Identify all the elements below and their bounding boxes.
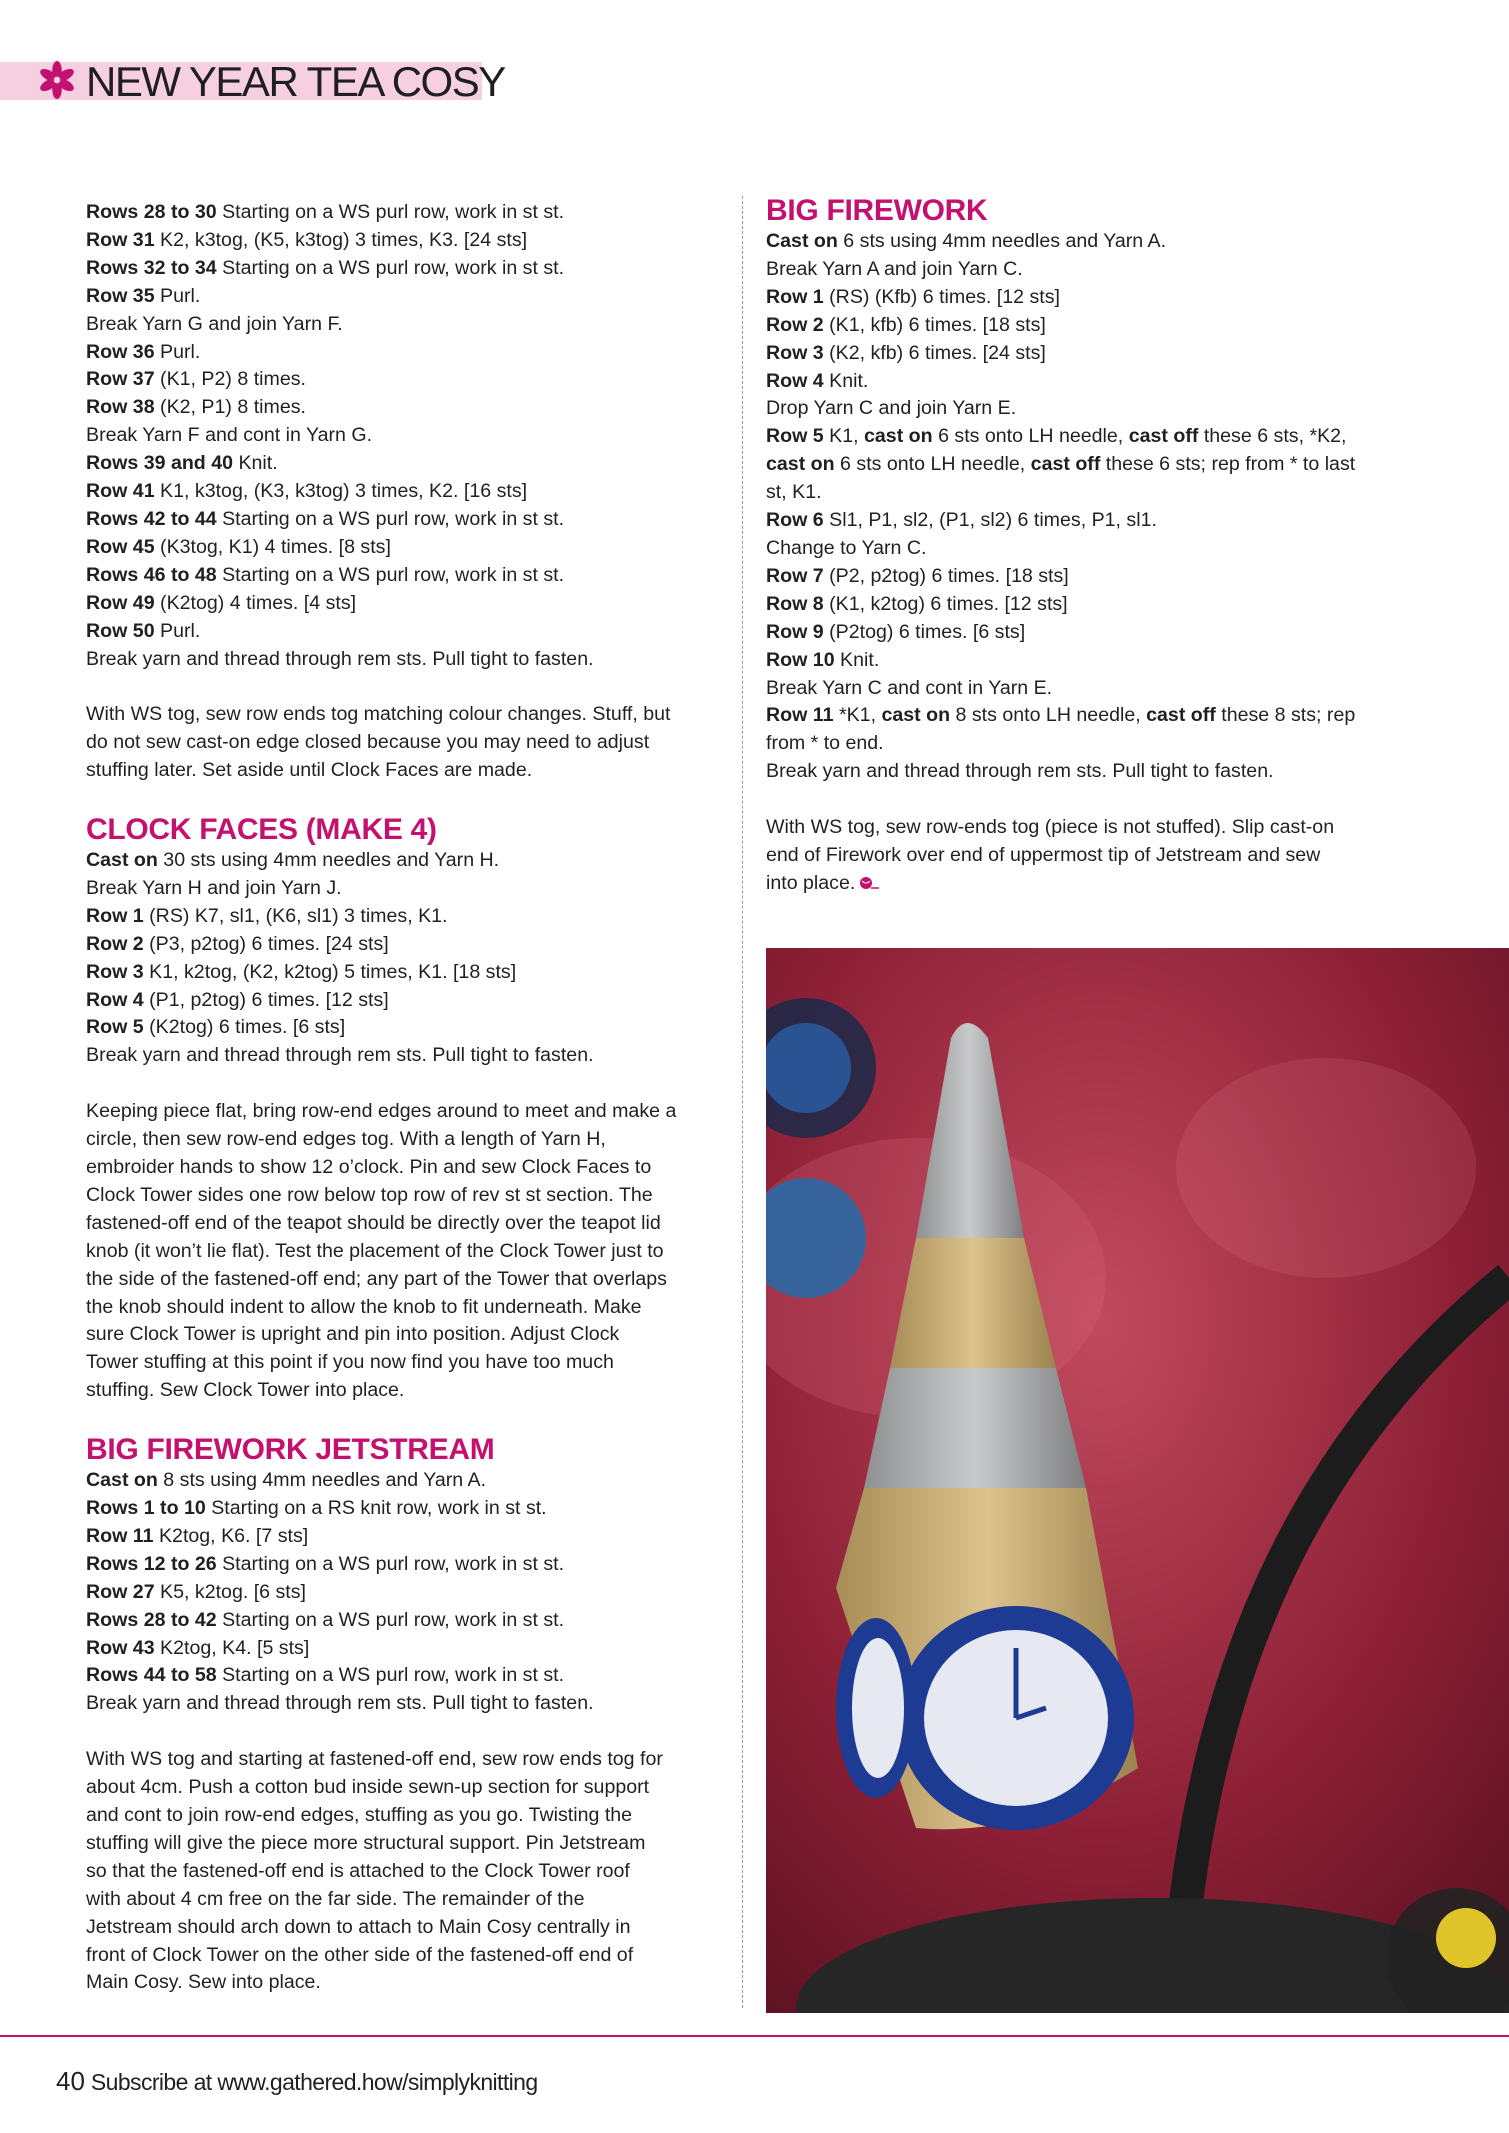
row-instruction: (K2, kfb) 6 times. [24 sts] (823, 341, 1046, 364)
pattern-line (86, 1690, 726, 1718)
row-label: Row 41 (86, 480, 155, 503)
row-instruction: K2tog, K4. [5 sts] (154, 1636, 310, 1659)
paragraph-line: With WS tog, sew row ends tog matching colour changes. Stuff, but (86, 703, 671, 726)
row-instruction: Starting on a WS purl row, work in st st. (216, 1608, 565, 1631)
pattern-line (766, 507, 1406, 535)
pattern-line (86, 366, 726, 394)
row-label: Row 3 (86, 960, 144, 983)
row-instruction: Break Yarn G and join Yarn F. (86, 312, 343, 335)
row-label: Row 31 (86, 228, 155, 251)
pattern-line (766, 368, 1406, 396)
row-label: Row 5 (766, 425, 824, 448)
paragraph-line: stuffing will give the piece more structural support. Pin Jetstream (86, 1831, 646, 1854)
row-instruction: K1, k2tog, (K2, k2tog) 5 times, K1. [18 sts] (143, 960, 517, 983)
paragraph-line: the side of the fastened-off end; any part of the Tower that overlaps (86, 1267, 667, 1290)
row-label: Row 38 (86, 396, 155, 419)
row-instruction: Sl1, P1, sl2, (P1, sl2) 6 times, P1, sl1. (823, 509, 1157, 532)
row-label: Row 45 (86, 535, 155, 558)
paragraph-line: fastened-off end of the teapot should be directly over the teapot lid (86, 1211, 661, 1234)
pattern-line (86, 478, 726, 506)
pattern-line (86, 1579, 726, 1607)
row-instruction: Knit. (233, 452, 278, 475)
pattern-line (86, 1523, 726, 1551)
pattern-line (766, 312, 1406, 340)
pattern-line (766, 340, 1406, 368)
pattern-line (86, 618, 726, 646)
row-instruction: 6 sts onto LH needle, (932, 425, 1129, 448)
yarn-ball-end-icon (859, 876, 879, 890)
row-label: Row 1 (86, 904, 144, 927)
pattern-line (766, 730, 1406, 758)
pattern-line (766, 563, 1406, 591)
row-instruction: Break Yarn A and join Yarn C. (766, 257, 1023, 280)
paragraph-line: sure Clock Tower is upright and pin into position. Adjust Clock (86, 1323, 620, 1346)
row-instruction: Break yarn and thread through rem sts. Pull tight to fasten. (86, 1692, 594, 1715)
project-photo (766, 948, 1509, 2013)
pattern-line (86, 227, 726, 255)
paragraph-line: and cont to join row-end edges, stuffing as you go. Twisting the (86, 1803, 633, 1826)
row-label: Rows 44 to 58 (86, 1664, 217, 1687)
row-label: Row 11 (766, 704, 834, 727)
row-instruction: from * to end. (766, 732, 884, 755)
pattern-line (766, 758, 1406, 786)
pattern-line (86, 1495, 726, 1523)
row-instruction: Knit. (834, 648, 880, 671)
row-label: Row 5 (86, 1016, 144, 1039)
row-instruction: (K2tog) 4 times. [4 sts] (154, 591, 357, 614)
paragraph-line: embroider hands to show 12 o’clock. Pin and sew Clock Faces to (86, 1155, 652, 1178)
pattern-line (766, 479, 1406, 507)
pattern-rows-clock-tower (86, 199, 726, 673)
row-label: Row 50 (86, 619, 155, 642)
row-instruction: K1, k3tog, (K3, k3tog) 3 times, K2. [16 sts] (154, 480, 528, 503)
pattern-line (86, 1607, 726, 1635)
row-label: Row 8 (766, 592, 824, 615)
row-label: Row 3 (766, 341, 824, 364)
pattern-line (86, 1042, 726, 1070)
row-label: Row 7 (766, 564, 824, 587)
paragraph-line: With WS tog, sew row-ends tog (piece is not stuffed). Slip cast-on (766, 816, 1335, 839)
row-label: Rows 42 to 44 (86, 507, 217, 530)
row-label: Rows 28 to 30 (86, 201, 217, 223)
row-instruction: Starting on a RS knit row, work in st st. (205, 1497, 547, 1520)
row-instruction: Break yarn and thread through rem sts. Pull tight to fasten. (86, 1044, 594, 1067)
row-label: Row 1 (766, 285, 824, 308)
paragraph-line: knob (it won’t lie flat). Test the placement of the Clock Tower just to (86, 1239, 664, 1262)
row-instruction: Knit. (823, 369, 869, 392)
pattern-rows-big-firework (766, 228, 1406, 786)
row-label: Row 4 (766, 369, 824, 392)
row-instruction: 6 sts using 4mm needles and Yarn A. (837, 230, 1167, 252)
pattern-line (86, 987, 726, 1015)
pattern-line (86, 590, 726, 618)
assembly-paragraph-firework (766, 814, 1406, 898)
row-label: cast off (1146, 704, 1216, 727)
pattern-line (766, 647, 1406, 675)
row-instruction: Starting on a WS purl row, work in st st. (216, 563, 565, 586)
paragraph-line: stuffing later. Set aside until Clock Faces are made. (86, 759, 533, 782)
pattern-line (86, 255, 726, 283)
row-instruction: K1, (823, 425, 865, 448)
row-instruction: these 6 sts, *K2, (1198, 425, 1347, 448)
row-instruction: st, K1. (766, 481, 822, 504)
row-instruction: 6 sts onto LH needle, (834, 453, 1031, 476)
pattern-line (86, 903, 726, 931)
paragraph-line: front of Clock Tower on the other side of the fastened-off end of (86, 1943, 634, 1966)
pattern-line (86, 1467, 726, 1495)
row-label: cast off (1030, 453, 1101, 476)
pattern-line (86, 283, 726, 311)
flower-icon (38, 58, 76, 102)
section-title-big-firework: BIG FIREWORK (766, 194, 988, 227)
row-instruction: Change to Yarn C. (766, 536, 927, 559)
row-instruction: Starting on a WS purl row, work in st st. (216, 1552, 565, 1575)
row-instruction: (RS) (Kfb) 6 times. [12 sts] (823, 285, 1060, 308)
pattern-rows-jetstream (86, 1467, 726, 1718)
row-instruction: these 6 sts; rep from * to last (1100, 453, 1356, 476)
row-label: Rows 32 to 34 (86, 256, 217, 279)
clock-tower-photo-illustration (766, 948, 1509, 2013)
page-title: NEW YEAR TEA COSY (86, 58, 505, 105)
pattern-line (766, 256, 1406, 284)
row-instruction: 8 sts onto LH needle, (950, 704, 1147, 727)
row-label: Row 11 (86, 1524, 154, 1547)
pattern-line (766, 395, 1406, 423)
row-label: Row 43 (86, 1636, 155, 1659)
paragraph-line: Keeping piece flat, bring row-end edges around to meet and make a (86, 1100, 677, 1123)
row-instruction: (K1, P2) 8 times. (154, 368, 306, 391)
row-instruction: Break Yarn H and join Yarn J. (86, 876, 342, 899)
row-label: Row 4 (86, 988, 144, 1011)
row-label: Row 2 (766, 313, 824, 336)
paragraph-line: With WS tog and starting at fastened-off end, sew row ends tog for (86, 1748, 663, 1771)
row-instruction: Break Yarn F and cont in Yarn G. (86, 424, 373, 447)
pattern-line (86, 847, 726, 875)
pattern-line (766, 702, 1406, 730)
pattern-line (86, 1014, 726, 1042)
row-instruction: these 8 sts; rep (1215, 704, 1356, 727)
row-instruction: Break yarn and thread through rem sts. Pull tight to fasten. (86, 647, 594, 670)
page-number: 40 (56, 2066, 85, 2096)
row-label: Cast on (86, 849, 158, 872)
footer (56, 2066, 538, 2097)
row-label: Row 9 (766, 620, 824, 643)
pattern-line (86, 562, 726, 590)
section-title-clock-faces: CLOCK FACES (MAKE 4) (86, 813, 437, 847)
row-instruction: (K1, kfb) 6 times. [18 sts] (823, 313, 1046, 336)
row-instruction: (P2tog) 6 times. [6 sts] (823, 620, 1026, 643)
row-instruction: 30 sts using 4mm needles and Yarn H. (157, 849, 500, 872)
pattern-line (86, 875, 726, 903)
row-instruction: K5, k2tog. [6 sts] (154, 1580, 306, 1603)
row-label: Row 49 (86, 591, 155, 614)
pattern-line (86, 450, 726, 478)
row-instruction: (P2, p2tog) 6 times. [18 sts] (823, 564, 1069, 587)
section-title-jetstream: BIG FIREWORK JETSTREAM (86, 1433, 495, 1467)
row-label: Rows 1 to 10 (86, 1497, 206, 1520)
row-instruction: (P1, p2tog) 6 times. [12 sts] (143, 988, 389, 1011)
row-instruction: Starting on a WS purl row, work in st st. (216, 507, 565, 530)
subscribe-link[interactable]: Subscribe at www.gathered.how/simplyknitting (90, 2069, 538, 2095)
row-instruction: Starting on a WS purl row, work in st st. (216, 201, 565, 223)
row-instruction: (RS) K7, sl1, (K6, sl1) 3 times, K1. (143, 904, 448, 927)
row-label: Row 10 (766, 648, 835, 671)
row-instruction: Drop Yarn C and join Yarn E. (766, 397, 1017, 420)
row-label: Rows 46 to 48 (86, 563, 217, 586)
pattern-line (86, 199, 726, 227)
pattern-line (766, 675, 1406, 703)
row-label: Row 2 (86, 932, 144, 955)
row-instruction: *K1, (833, 704, 882, 727)
paragraph-line: stuffing. Sew Clock Tower into place. (86, 1379, 405, 1402)
row-label: Cast on (86, 1469, 158, 1492)
row-label: Rows 39 and 40 (86, 452, 234, 475)
row-label: Rows 12 to 26 (86, 1552, 217, 1575)
row-label: cast off (1128, 425, 1199, 448)
row-label: Row 6 (766, 509, 824, 532)
pattern-line (86, 534, 726, 562)
pattern-line (86, 646, 726, 674)
row-instruction: Purl. (154, 340, 201, 363)
row-label: Row 36 (86, 340, 155, 363)
row-instruction: Purl. (154, 619, 201, 642)
pattern-line (86, 311, 726, 339)
pattern-line (766, 619, 1406, 647)
row-label: cast on (881, 704, 951, 727)
pattern-line (86, 959, 726, 987)
pattern-line (86, 931, 726, 959)
paragraph-line: Tower stuffing at this point if you now find you have too much (86, 1351, 614, 1374)
row-instruction: Starting on a WS purl row, work in st st. (216, 256, 565, 279)
paragraph-line: with about 4 cm free on the far side. The remainder of the (86, 1887, 585, 1910)
row-instruction: K2tog, K6. [7 sts] (153, 1524, 309, 1547)
row-label: cast on (864, 425, 933, 448)
row-label: Row 35 (86, 284, 155, 307)
paragraph-line: Clock Tower sides one row below top row of rev st st section. The (86, 1183, 653, 1206)
pattern-rows-clock-faces (86, 847, 726, 1070)
footer-rule (0, 2035, 1509, 2037)
row-instruction: (K2, P1) 8 times. (154, 396, 306, 419)
pattern-line (766, 284, 1406, 312)
right-column (766, 194, 1406, 898)
paragraph-line: Main Cosy. Sew into place. (86, 1971, 321, 1994)
row-instruction: Break Yarn C and cont in Yarn E. (766, 676, 1053, 699)
paragraph-line: about 4cm. Push a cotton bud inside sewn-up section for support (86, 1776, 650, 1799)
paragraph-line: into place. (766, 870, 1406, 898)
pattern-line (86, 1662, 726, 1690)
row-instruction: 8 sts using 4mm needles and Yarn A. (157, 1469, 487, 1492)
row-instruction: (K1, k2tog) 6 times. [12 sts] (823, 592, 1068, 615)
row-label: cast on (766, 453, 835, 476)
row-instruction: (K2tog) 6 times. [6 sts] (143, 1016, 346, 1039)
row-label: Row 27 (86, 1580, 155, 1603)
assembly-paragraph-2 (86, 1098, 726, 1405)
row-label: Row 37 (86, 368, 155, 391)
pattern-line (86, 1551, 726, 1579)
assembly-paragraph-1 (86, 701, 726, 785)
paragraph-line: end of Firework over end of uppermost tip of Jetstream and sew (766, 843, 1321, 866)
pattern-line (86, 1635, 726, 1663)
row-instruction: Purl. (154, 284, 201, 307)
pattern-line (766, 451, 1406, 479)
row-instruction: (K3tog, K1) 4 times. [8 sts] (154, 535, 391, 558)
pattern-line (766, 228, 1406, 256)
paragraph-line: circle, then sew row-end edges tog. With a length of Yarn H, (86, 1128, 606, 1151)
pattern-line (86, 422, 726, 450)
pattern-line (766, 535, 1406, 563)
pattern-line (766, 423, 1406, 451)
pattern-line (86, 506, 726, 534)
row-instruction: K2, k3tog, (K5, k3tog) 3 times, K3. [24 sts] (154, 228, 528, 251)
pattern-line (86, 339, 726, 367)
row-instruction: (P3, p2tog) 6 times. [24 sts] (143, 932, 389, 955)
row-label: Rows 28 to 42 (86, 1608, 217, 1631)
paragraph-line: do not sew cast-on edge closed because you may need to adjust (86, 731, 650, 754)
pattern-line (766, 591, 1406, 619)
paragraph-line: the knob should indent to allow the knob to fit underneath. Make (86, 1295, 642, 1318)
pattern-line (86, 394, 726, 422)
row-instruction: Starting on a WS purl row, work in st st. (216, 1664, 565, 1687)
assembly-paragraph-3 (86, 1746, 726, 1997)
paragraph-line: so that the fastened-off end is attached to the Clock Tower roof (86, 1859, 630, 1882)
row-label: Cast on (766, 230, 838, 252)
row-instruction: Break yarn and thread through rem sts. Pull tight to fasten. (766, 760, 1274, 783)
left-column (86, 199, 726, 1997)
paragraph-line: Jetstream should arch down to attach to Main Cosy centrally in (86, 1915, 631, 1938)
column-divider (742, 196, 743, 2008)
